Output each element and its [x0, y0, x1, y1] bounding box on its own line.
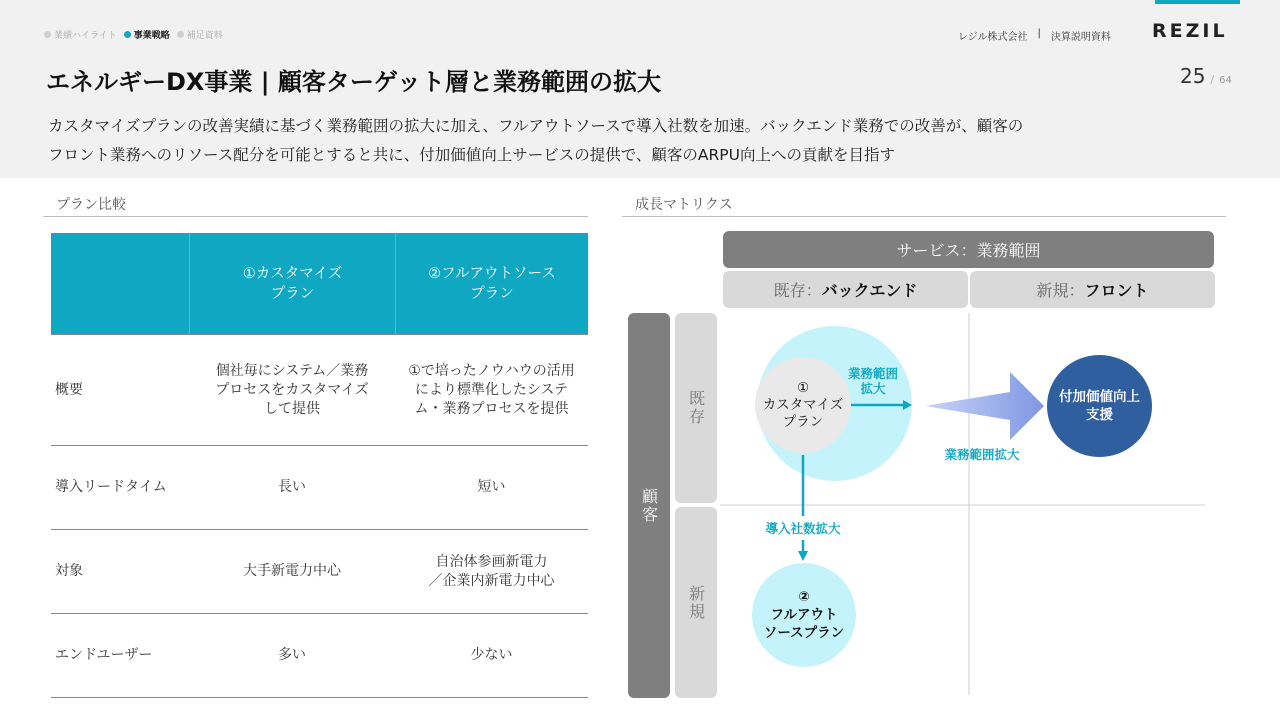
customer-bar: 顧客 [628, 313, 670, 698]
service-scope-bar: サービス：業務範囲 [723, 231, 1214, 268]
cell-customize: 個社毎にシステム／業務 プロセスをカスタマイズ して提供 [215, 362, 369, 417]
lead-line-2: フロント業務へのリソース配分を可能とすると共に、付加価値向上サービスの提供で、顧客のARPU向上への貢献を目指す [48, 146, 895, 164]
rezil-logo: REZIL [1152, 20, 1228, 42]
company-name: レジル株式会社 [958, 32, 1028, 43]
scope-expand-full-label: 業務範囲拡大 [944, 447, 1020, 462]
breadcrumb-item-highlights[interactable]: 業績ハイライト [44, 28, 117, 41]
plan-compare-label: プラン比較 [56, 197, 126, 213]
new-front-bar: 新規： フロント [970, 271, 1215, 308]
big-right-arrow-icon [925, 372, 1044, 440]
breadcrumb-item-strategy[interactable]: 事業戦略 [124, 28, 170, 41]
growth-matrix-label: 成長マトリクス [635, 197, 733, 213]
company-divider: | [1037, 28, 1041, 39]
adoption-arrowhead-icon [798, 551, 808, 561]
header-cell-outsource: ②フルアウトソース プラン [395, 233, 588, 334]
doc-type: 決算説明資料 [1050, 32, 1111, 43]
customize-plan-circle: ① カスタマイズ プラン [755, 357, 851, 453]
cell-outsource: 短い [477, 479, 506, 495]
page-sep: / [1210, 73, 1215, 86]
page-total: 64 [1219, 75, 1232, 86]
cell-outsource: 少ない [470, 647, 513, 663]
cell-customize: 大手新電力中心 [243, 563, 341, 579]
row-new-bar: 新規 [675, 507, 717, 698]
page-title: エネルギーDX事業 | 顧客ターゲット層と業務範囲の拡大 [46, 68, 661, 96]
breadcrumb-item-appendix[interactable]: 補足資料 [177, 28, 223, 41]
row-label: 対象 [55, 563, 83, 579]
row-existing-bar: 既存 [675, 313, 717, 503]
page-current: 25 [1180, 64, 1206, 88]
existing-backend-bar: 既存： バックエンド [723, 271, 968, 308]
value-add-support-circle: 付加価値向上 支援 [1047, 355, 1152, 457]
cell-customize: 長い [278, 479, 306, 495]
scope-expand-label: 業務範囲 拡大 [847, 366, 898, 396]
row-label: 導入リードタイム [55, 479, 167, 495]
outsource-plan-circle: ② フルアウト ソースプラン [752, 563, 856, 667]
row-label: エンドユーザー [55, 647, 153, 663]
adoption-expand-label: 導入社数拡大 [765, 521, 841, 536]
header-cell-customize: ①カスタマイズ プラン [189, 233, 395, 334]
cell-outsource: ①で培ったノウハウの活用 により標準化したシステ ム・業務プロセスを提供 [408, 362, 575, 417]
cell-customize: 多い [278, 647, 306, 663]
lead-line-1: カスタマイズプランの改善実績に基づく業務範囲の拡大に加え、フルアウトソースで導入社数を加速。バックエンド業務での改善が、顧客の [48, 117, 1024, 135]
scope-arrowhead-icon [903, 400, 912, 410]
cell-outsource: 自治体参画新電力 ／企業内新電力中心 [428, 553, 555, 589]
row-label: 概要 [55, 381, 83, 398]
